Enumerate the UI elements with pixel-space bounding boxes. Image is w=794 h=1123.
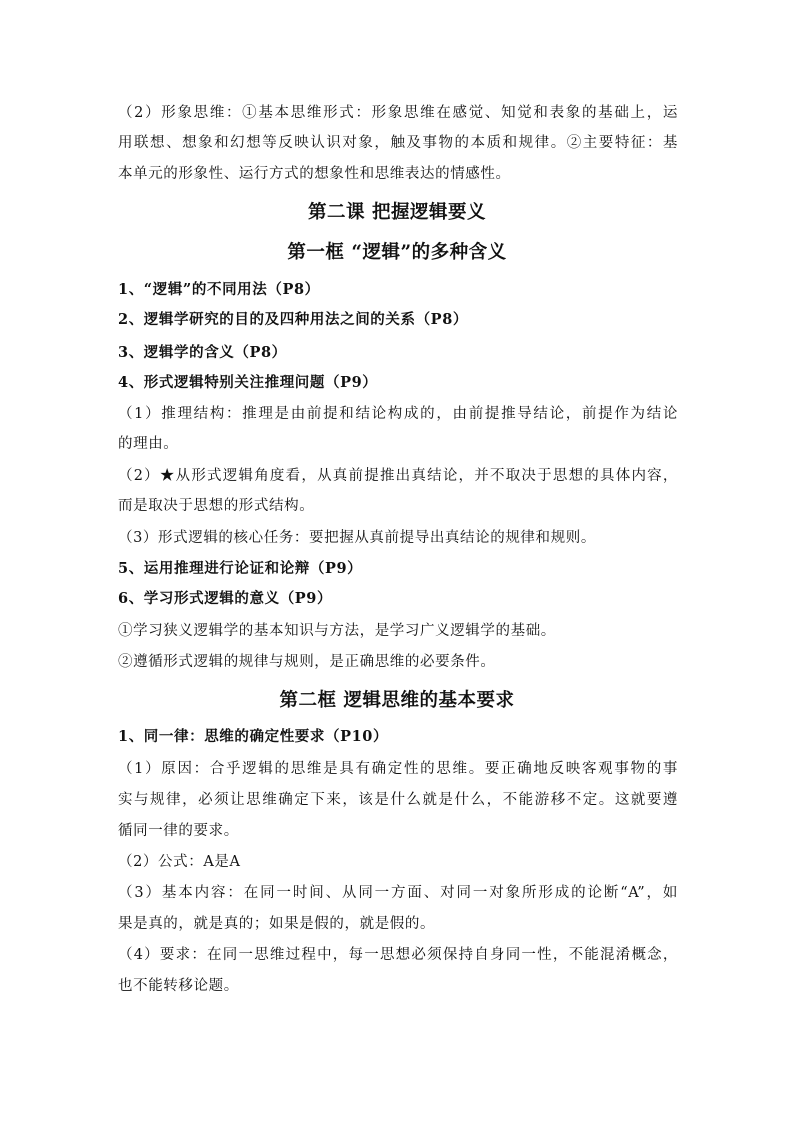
section-heading: 4、形式逻辑特别关注推理问题（P9） [118,374,378,391]
paragraph-line: 本单元的形象性、运行方式的想象性和思维表达的情感性。 [118,166,511,182]
paragraph-line: 用联想、想象和幻想等反映认识对象，触及事物的本质和规律。②主要特征：基 [118,135,678,151]
paragraph-line: （1）推理结构：推理是由前提和结论构成的，由前提推导结论，前提作为结论 [118,406,678,422]
lesson-title: 第二课 把握逻辑要义 [308,202,486,223]
paragraph-line: （2）★从形式逻辑角度看，从真前提推出真结论，并不取决于思想的具体内容， [118,468,678,484]
section-heading: 2、逻辑学研究的目的及四种用法之间的关系（P8） [118,311,468,328]
paragraph-line: （3）基本内容：在同一时间、从同一方面、对同一对象所形成的论断“A”，如 [118,885,678,901]
paragraph-line: 实与规律，必须让思维确定下来，该是什么就是什么，不能游移不定。这就要遵 [118,792,678,808]
section-heading: 1、“逻辑”的不同用法（P8） [118,281,320,298]
frame-title: 第一框 “逻辑”的多种含义 [287,242,507,263]
paragraph-line: （4）要求：在同一思维过程中，每一思想必须保持自身同一性，不能混淆概念， [118,947,678,963]
paragraph-line: （1）原因：合乎逻辑的思维是具有确定性的思维。要正确地反映客观事物的事 [118,761,678,777]
paragraph-line: 的理由。 [118,436,179,452]
paragraph-line: （2）公式：A是A [118,854,241,870]
paragraph-line: ①学习狭义逻辑学的基本知识与方法，是学习广义逻辑学的基础。 [118,623,556,639]
section-heading: 5、运用推理进行论证和论辩（P9） [118,560,363,577]
paragraph-line: 循同一律的要求。 [118,823,239,839]
paragraph-line: （2）形象思维：①基本思维形式：形象思维在感觉、知觉和表象的基础上，运 [118,105,678,121]
paragraph-line: 也不能转移论题。 [118,978,239,994]
paragraph-line: ②遵循形式逻辑的规律与规则，是正确思维的必要条件。 [118,654,496,670]
frame-title: 第二框 逻辑思维的基本要求 [279,690,515,711]
section-heading: 6、学习形式逻辑的意义（P9） [118,590,333,607]
section-heading: 3、逻辑学的含义（P8） [118,344,287,361]
paragraph-line: （3）形式逻辑的核心任务：要把握从真前提导出真结论的规律和规则。 [118,530,596,546]
paragraph-line: 而是取决于思想的形式结构。 [118,498,315,514]
section-heading: 1、同一律：思维的确定性要求（P10） [118,728,389,745]
paragraph-line: 果是真的，就是真的；如果是假的，就是假的。 [118,916,436,932]
